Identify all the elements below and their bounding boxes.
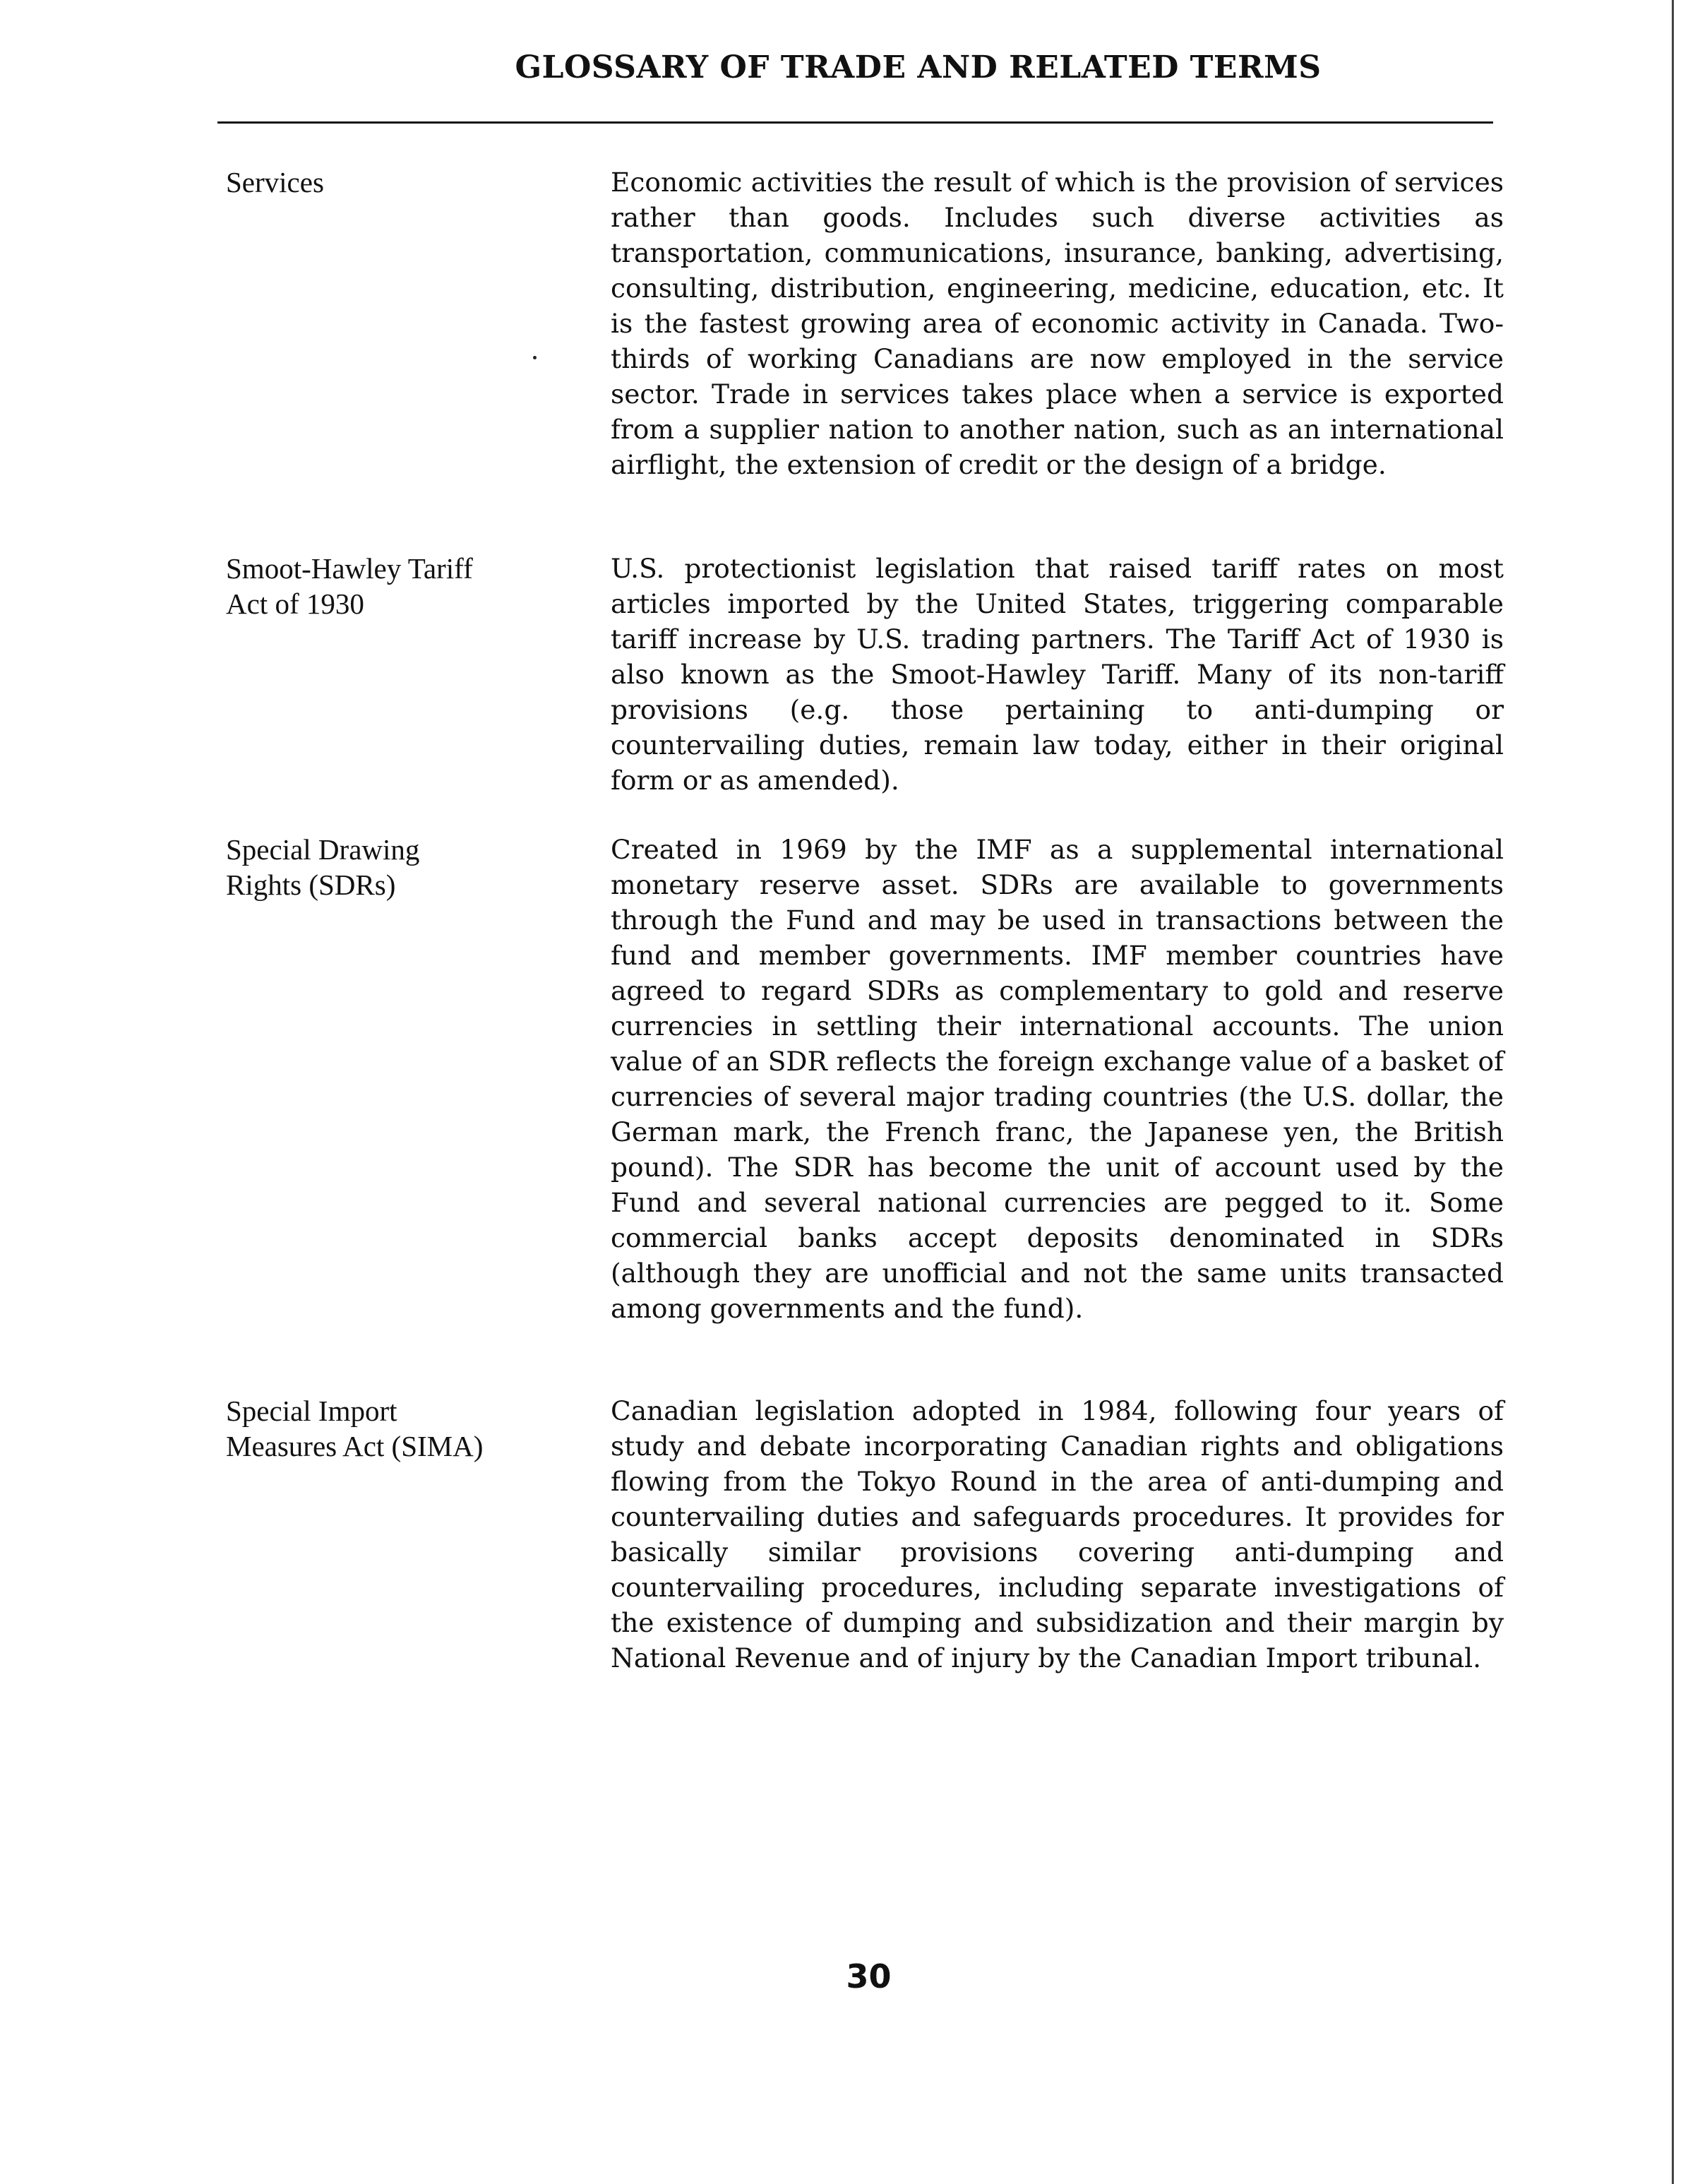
glossary-definition: U.S. protectionist legislation that raised tariff rates on most articles imported by the United States, triggering comparable tariff increase by U.S. trading partners. The Tariff Act of 1930 is also known as the Smoot-Hawley Tariff. Many of its non-tariff provisions (e.g. those pertaining to anti-dumping or countervailing duties, remain law today, either in their original form or as amended). <box>611 553 1504 796</box>
glossary-term: Smoot-Hawley Tariff Act of 1930 <box>226 552 473 620</box>
glossary-term: Special Import Measures Act (SIMA) <box>226 1395 484 1462</box>
glossary-definition: Canadian legislation adopted in 1984, following four years of study and debate incorporating Canadian rights and obligations flowing from the Tokyo Round in the area of anti-dumping and countervailing duties and safeguards procedures. It provides for basically similar provisions covering anti-dumping and countervailing procedures, including separate investigations of the existence of dumping and subsidization and their margin by National Revenue and of injury by the Canadian Import tribunal. <box>611 1395 1504 1673</box>
glossary-term: Special Drawing Rights (SDRs) <box>226 833 420 901</box>
title-divider <box>217 121 1493 124</box>
page-title: GLOSSARY OF TRADE AND RELATED TERMS <box>515 49 1322 85</box>
glossary-term: Services <box>226 166 324 198</box>
page-number: 30 <box>846 1957 892 1995</box>
scan-speck <box>533 356 537 359</box>
scan-edge-line <box>1672 0 1674 2184</box>
glossary-definition: Economic activities the result of which is the provision of services rather than goods. Includes such diverse activities as transportation, communications, insurance, banking, advertising, consulting, distribution, engineering, medicine, education, etc. It is the fastest growing area of economic activity in Canada. Two-thirds of working Canadians are now employed in the service sector. Trade in services takes place when a service is exported from a supplier nation to another nation, such as an international airflight, the extension of credit or the design of a bridge. <box>611 167 1504 480</box>
glossary-definition: Created in 1969 by the IMF as a supplemental international monetary reserve asset. SDRs are available to governments through the Fund and may be used in transactions between the fund and member governments. IMF member countries have agreed to regard SDRs as complementary to gold and reserve currencies in settling their international accounts. The union value of an SDR reflects the foreign exchange value of a basket of currencies of several major trading countries (the U.S. dollar, the German mark, the French franc, the Japanese yen, the British pound). The SDR has become the unit of account used by the Fund and several national currencies are pegged to it. Some commercial banks accept deposits denominated in SDRs (although they are unofficial and not the same units transacted among governments and the fund). <box>611 834 1504 1324</box>
